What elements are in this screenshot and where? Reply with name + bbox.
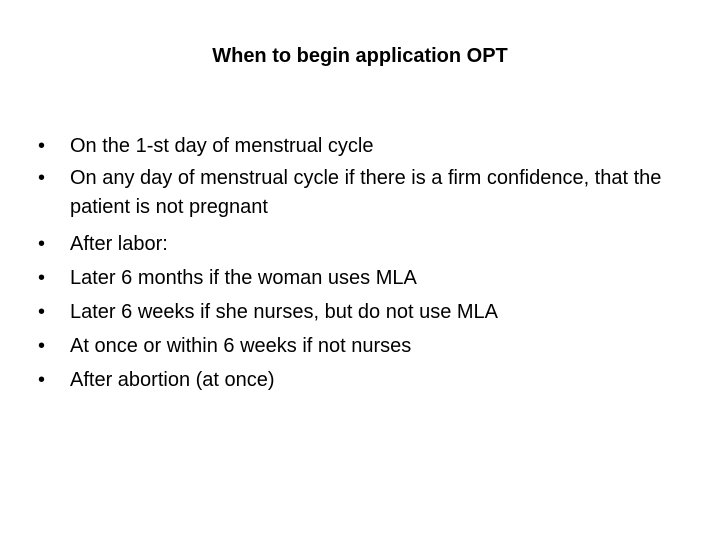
list-item — [38, 364, 678, 396]
bullet-icon: • — [38, 135, 46, 157]
list-item — [38, 164, 678, 222]
list-item — [38, 228, 678, 260]
list-item-text: On any day of menstrual cycle if there is a firm confidence, that the patient is not pregnant — [70, 167, 662, 218]
bullet-icon: • — [38, 369, 46, 391]
bullet-icon: • — [38, 301, 46, 323]
list-item-text: Later 6 months if the woman uses MLA — [70, 267, 417, 289]
list-item-text: Later 6 weeks if she nurses, but do not use MLA — [70, 301, 499, 323]
bullet-icon: • — [38, 167, 46, 189]
bullet-icon: • — [38, 267, 46, 289]
bullet-icon: • — [38, 233, 46, 255]
list-item — [38, 262, 678, 294]
list-item-text: After abortion (at once) — [70, 369, 275, 391]
bullet-list — [38, 130, 678, 398]
bullet-icon: • — [38, 335, 46, 357]
list-item — [38, 330, 678, 362]
list-item-text: After labor: — [70, 233, 168, 255]
list-item-text: On the 1-st day of menstrual cycle — [70, 135, 374, 157]
slide-title: When to begin application OPT — [212, 45, 508, 67]
list-item — [38, 296, 678, 328]
list-item — [38, 130, 678, 162]
list-item-text: At once or within 6 weeks if not nurses — [70, 335, 412, 357]
